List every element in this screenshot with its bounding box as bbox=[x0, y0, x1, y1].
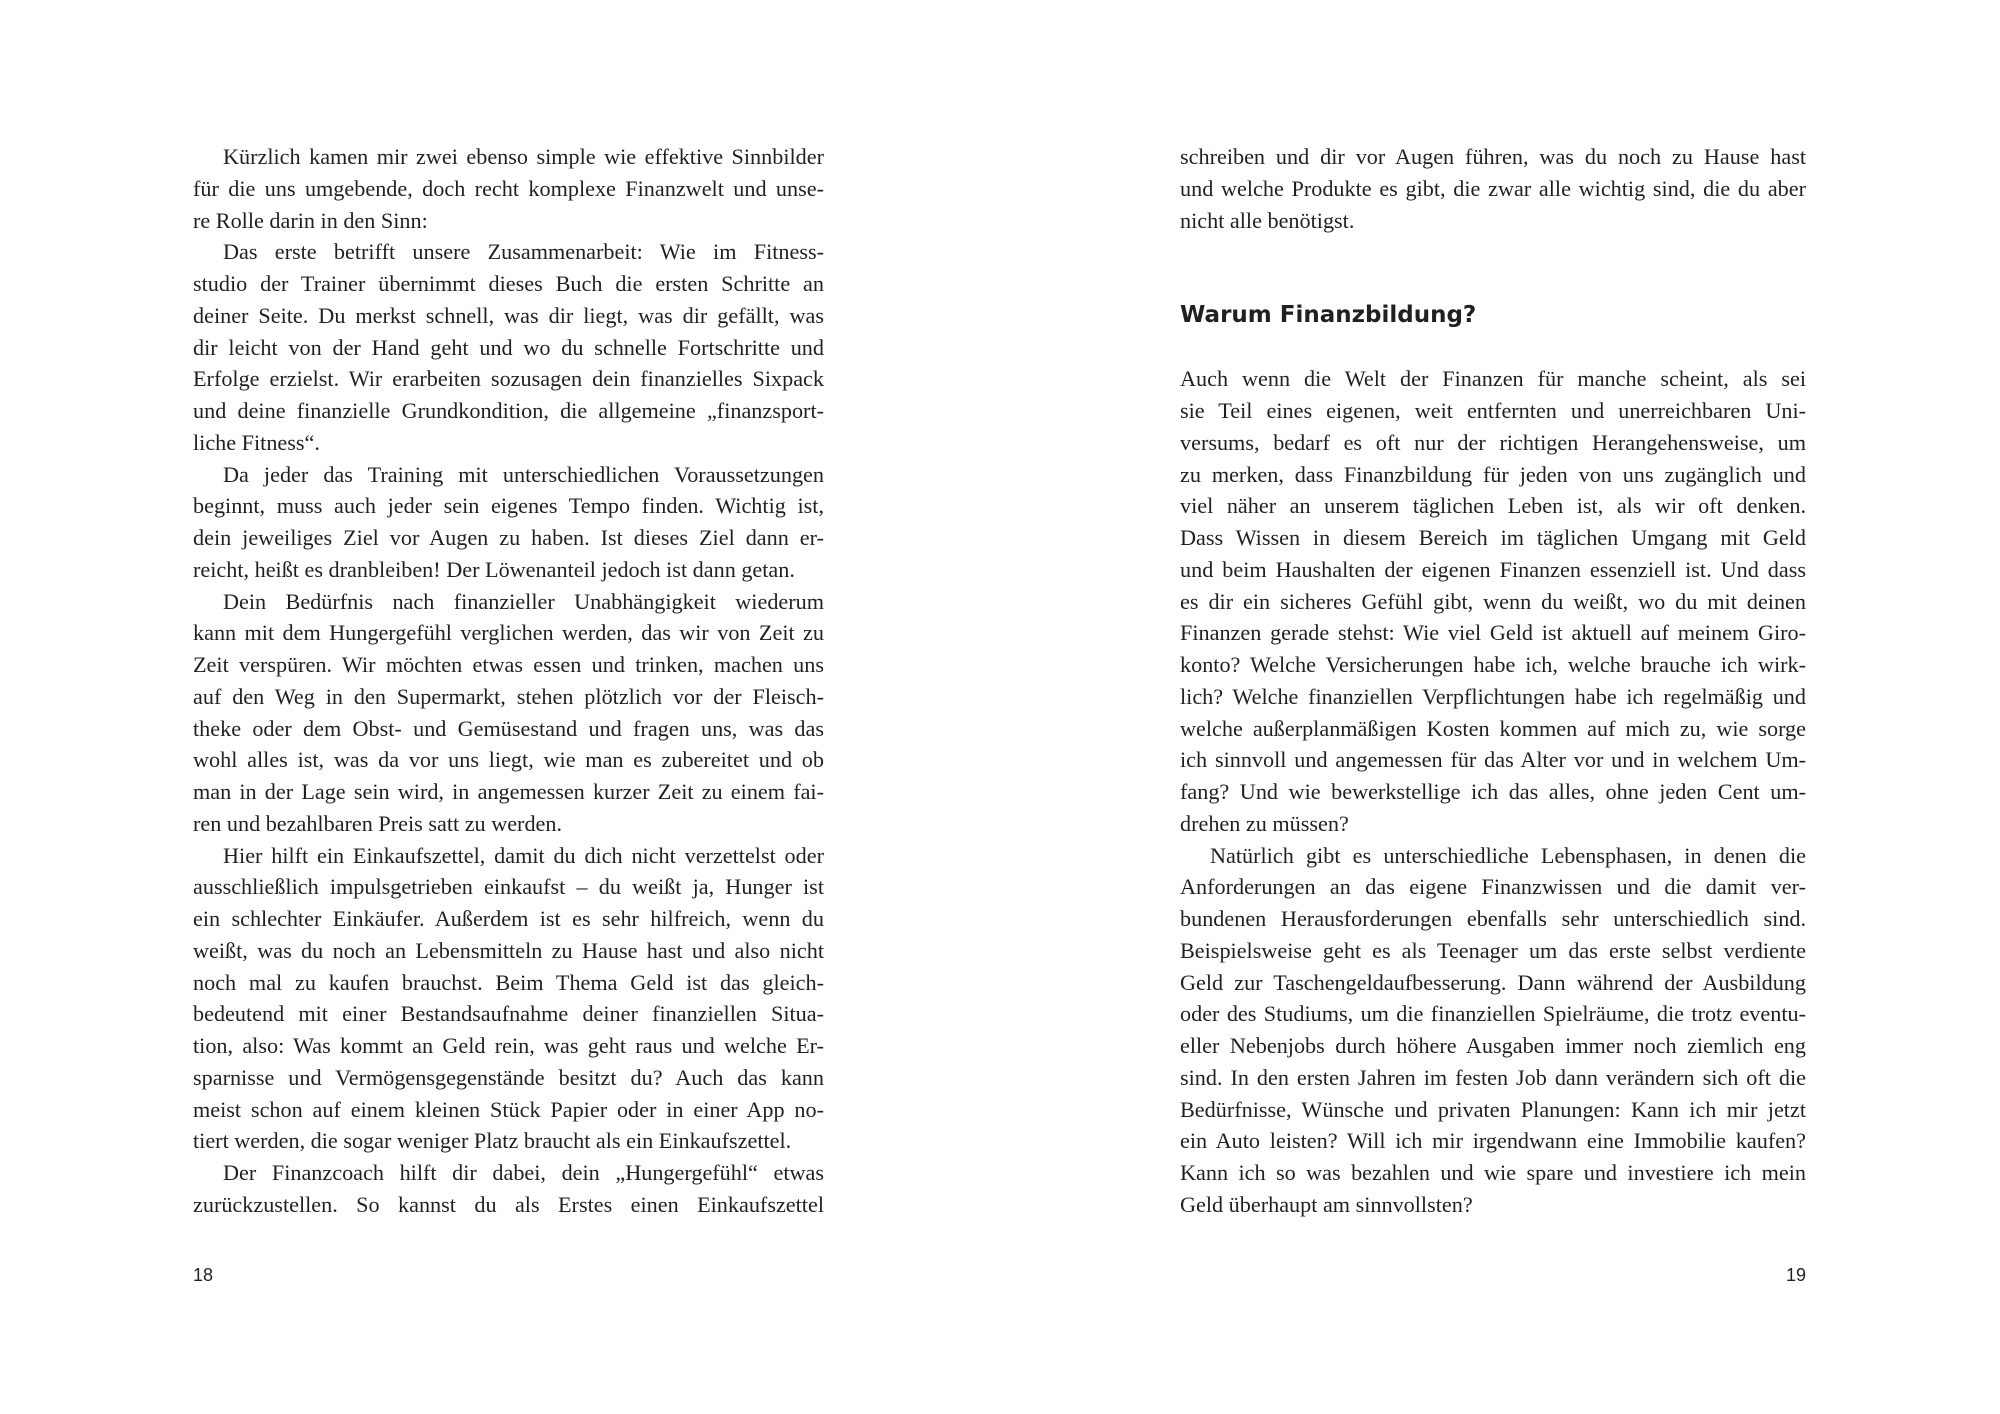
right-page bbox=[1000, 0, 2000, 1414]
text-line: dir leicht von der Hand geht und wo du schnelle Fortschritte und bbox=[193, 334, 824, 360]
text-line: reicht, heißt es dranbleiben! Der Löwenanteil jedoch ist dann getan. bbox=[193, 556, 795, 582]
text-line: nicht alle benötigst. bbox=[1180, 207, 1355, 233]
text-line: und beim Haushalten der eigenen Finanzen essenziell ist. Und dass bbox=[1180, 556, 1806, 582]
text-line: Da jeder das Training mit unterschiedlichen Voraussetzungen bbox=[223, 461, 824, 487]
text-line: und welche Produkte es gibt, die zwar alle wichtig sind, die du aber bbox=[1180, 175, 1806, 201]
page-number-right: 19 bbox=[1786, 1265, 1807, 1285]
text-line: und deine finanzielle Grundkondition, die allgemeine „finanzsport- bbox=[193, 398, 824, 423]
text-line: Kürzlich kamen mir zwei ebenso simple wie effektive Sinnbilder bbox=[223, 144, 824, 169]
text-line: Finanzen gerade stehst: Wie viel Geld ist aktuell auf meinem Giro- bbox=[1180, 620, 1806, 646]
text-line: drehen zu müssen? bbox=[1180, 810, 1349, 836]
text-line: eller Nebenjobs durch höhere Ausgaben immer noch ziemlich eng bbox=[1180, 1033, 1806, 1058]
text-line: Der Finanzcoach hilft dir dabei, dein „Hungergefühl“ etwas bbox=[223, 1160, 824, 1185]
text-line: theke oder dem Obst- und Gemüsestand und fragen uns, was das bbox=[193, 715, 824, 741]
text-line: versums, bedarf es oft nur der richtigen Herangehensweise, um bbox=[1180, 429, 1806, 455]
text-line: noch mal zu kaufen brauchst. Beim Thema Geld ist das gleich- bbox=[193, 969, 824, 995]
text-line: Bedürfnisse, Wünsche und privaten Planungen: Kann ich mir jetzt bbox=[1180, 1096, 1806, 1122]
text-line: fang? Und wie bewerkstellige ich das alles, ohne jeden Cent um- bbox=[1180, 779, 1806, 804]
text-line: kann mit dem Hungergefühl verglichen werden, das wir von Zeit zu bbox=[193, 620, 824, 646]
text-line: zu merken, dass Finanzbildung für jeden von uns zugänglich und bbox=[1180, 461, 1806, 487]
text-line: Kann ich so was bezahlen und wie spare und investiere ich mein bbox=[1180, 1160, 1806, 1185]
heading-spacer-bottom bbox=[1180, 332, 1806, 364]
text-line: schreiben und dir vor Augen führen, was du noch zu Hause hast bbox=[1180, 144, 1806, 169]
text-line: Geld überhaupt am sinnvollsten? bbox=[1180, 1191, 1473, 1217]
text-line: konto? Welche Versicherungen habe ich, welche brauche ich wirk- bbox=[1180, 652, 1806, 677]
left-page-body bbox=[193, 141, 824, 1221]
text-line: man in der Lage sein wird, in angemessen kurzer Zeit zu einem fai- bbox=[193, 779, 824, 804]
text-line: Dein Bedürfnis nach finanzieller Unabhängigkeit wiederum bbox=[223, 588, 824, 614]
text-line: ein Auto leisten? Will ich mir irgendwann eine Immobilie kaufen? bbox=[1180, 1128, 1806, 1154]
text-line: Dass Wissen in diesem Bereich im täglichen Umgang mit Geld bbox=[1180, 525, 1806, 550]
heading-spacer-top bbox=[1180, 236, 1806, 300]
section-heading: Warum Finanzbildung? bbox=[1180, 301, 1477, 328]
text-line: weißt, was du noch an Lebensmitteln zu Hause hast und also nicht bbox=[193, 937, 824, 963]
text-line: meist schon auf einem kleinen Stück Papier oder in einer App no- bbox=[193, 1096, 824, 1122]
text-line: Erfolge erzielst. Wir erarbeiten sozusagen dein finanzielles Sixpack bbox=[193, 366, 824, 392]
text-line: Beispielsweise geht es als Teenager um das erste selbst verdiente bbox=[1180, 937, 1806, 963]
text-line: beginnt, muss auch jeder sein eigenes Tempo finden. Wichtig ist, bbox=[193, 493, 824, 519]
text-line: studio der Trainer übernimmt dieses Buch die ersten Schritte an bbox=[193, 271, 824, 296]
text-line: tion, also: Was kommt an Geld rein, was geht raus und welche Er- bbox=[193, 1033, 824, 1058]
text-line: lich? Welche finanziellen Verpflichtungen habe ich regelmäßig und bbox=[1180, 683, 1806, 709]
text-line: Natürlich gibt es unterschiedliche Lebensphasen, in denen die bbox=[1210, 842, 1806, 868]
text-line: sind. In den ersten Jahren im festen Job dann verändern sich oft die bbox=[1180, 1064, 1806, 1090]
text-line: ausschließlich impulsgetrieben einkaufst – du weißt ja, Hunger ist bbox=[193, 874, 824, 900]
right-page-intro bbox=[1180, 141, 1806, 236]
text-line: oder des Studiums, um die finanziellen Spielräume, die trotz eventu- bbox=[1180, 1001, 1806, 1027]
text-line: zurückzustellen. So kannst du als Erstes einen Einkaufszettel bbox=[193, 1191, 824, 1217]
text-line: deiner Seite. Du merkst schnell, was dir liegt, was dir gefällt, was bbox=[193, 302, 824, 328]
text-line: Geld zur Taschengeldaufbesserung. Dann während der Ausbildung bbox=[1180, 969, 1806, 995]
text-line: welche außerplanmäßigen Kosten kommen auf mich zu, wie sorge bbox=[1180, 715, 1806, 741]
right-page-body bbox=[1180, 141, 1806, 1221]
text-line: Hier hilft ein Einkaufszettel, damit du dich nicht verzettelst oder bbox=[223, 842, 824, 868]
text-line: Zeit verspüren. Wir möchten etwas essen und trinken, machen uns bbox=[193, 652, 824, 677]
text-line: viel näher an unserem täglichen Leben ist, als wir oft denken. bbox=[1180, 493, 1806, 519]
text-line: ich sinnvoll und angemessen für das Alter vor und in welchem Um- bbox=[1180, 747, 1806, 773]
text-line: Auch wenn die Welt der Finanzen für manche scheint, als sei bbox=[1180, 366, 1806, 392]
text-line: auf den Weg in den Supermarkt, stehen plötzlich vor der Fleisch- bbox=[193, 683, 824, 709]
text-line: bundenen Herausforderungen ebenfalls sehr unterschiedlich sind. bbox=[1180, 906, 1806, 931]
text-line: sparnisse und Vermögensgegenstände besitzt du? Auch das kann bbox=[193, 1064, 824, 1090]
right-page-section-text bbox=[1180, 363, 1806, 1220]
text-line: es dir ein sicheres Gefühl gibt, wenn du weißt, wo du mit deinen bbox=[1180, 588, 1806, 614]
text-line: liche Fitness“. bbox=[193, 429, 320, 455]
page-number-left: 18 bbox=[193, 1265, 214, 1285]
text-line: re Rolle darin in den Sinn: bbox=[193, 207, 428, 233]
text-line: bedeutend mit einer Bestandsaufnahme deiner finanziellen Situa- bbox=[193, 1001, 824, 1027]
text-line: ren und bezahlbaren Preis satt zu werden. bbox=[193, 810, 563, 836]
text-line: Anforderungen an das eigene Finanzwissen und die damit ver- bbox=[1180, 874, 1806, 900]
text-line: dein jeweiliges Ziel vor Augen zu haben. Ist dieses Ziel dann er- bbox=[193, 525, 824, 550]
text-line: sie Teil eines eigenen, weit entfernten und unerreichbaren Uni- bbox=[1180, 398, 1806, 423]
text-line: ein schlechter Einkäufer. Außerdem ist es sehr hilfreich, wenn du bbox=[193, 906, 824, 931]
text-line: tiert werden, die sogar weniger Platz braucht als ein Einkaufszettel. bbox=[193, 1128, 792, 1154]
text-line: wohl alles ist, was da vor uns liegt, wie man es zubereitet und ob bbox=[193, 747, 824, 773]
text-line: für die uns umgebende, doch recht komplexe Finanzwelt und unse- bbox=[193, 175, 824, 201]
text-line: Das erste betrifft unsere Zusammenarbeit: Wie im Fitness- bbox=[223, 239, 824, 265]
